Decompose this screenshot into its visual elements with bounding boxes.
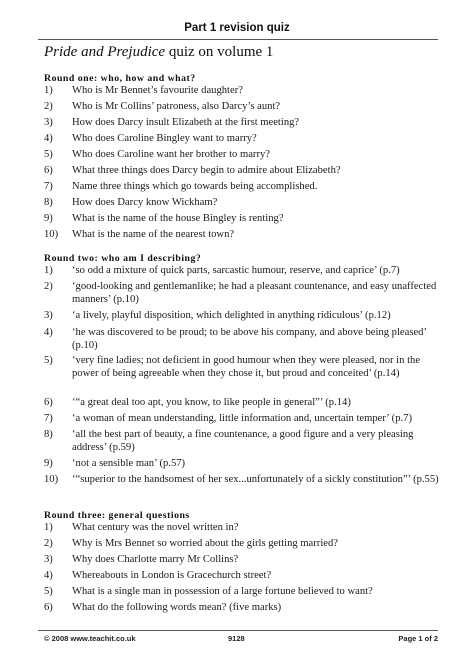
question-number: 5) [44, 149, 53, 160]
question-text: ‘very fine ladies; not deficient in good humour when they were pleased, nor in the power of being agreeable when they chose it, but proud and conceited’ (p.14) [72, 355, 421, 379]
question-item [44, 281, 444, 306]
question-item [44, 327, 444, 352]
question-number: 5) [44, 586, 53, 597]
question-item [44, 522, 444, 535]
question-text: What is a single man in possession of a large fortune believed to want? [72, 586, 373, 597]
question-item [44, 355, 444, 380]
question-number: 10) [44, 229, 59, 240]
question-number: 7) [44, 181, 53, 192]
question-item [44, 586, 444, 599]
question-text: What century was the novel written in? [72, 522, 239, 533]
question-text: ‘a woman of mean understanding, little information and, uncertain temper’ (p.7) [72, 413, 412, 424]
question-text: How does Darcy insult Elizabeth at the first meeting? [72, 117, 300, 128]
question-item [44, 458, 444, 471]
question-number: 1) [44, 265, 53, 276]
question-item [44, 181, 444, 194]
question-text: What three things does Darcy begin to admire about Elizabeth? [72, 165, 341, 176]
question-text: Name three things which go towards being accomplished. [72, 181, 318, 192]
question-item [44, 149, 444, 162]
question-number: 7) [44, 413, 53, 424]
footer-rule [38, 630, 438, 631]
question-item [44, 213, 444, 226]
question-number: 8) [44, 197, 53, 208]
question-item [44, 602, 444, 615]
question-text: Why does Charlotte marry Mr Collins? [72, 554, 239, 565]
question-text: ‘good-looking and gentlemanlike; he had a pleasant countenance, and easy unaffected manners’ (p.10) [72, 281, 437, 305]
question-number: 4) [44, 133, 53, 144]
question-number: 9) [44, 213, 53, 224]
question-item [44, 165, 444, 178]
question-text: ‘“a great deal too apt, you know, to like people in general”’ (p.14) [72, 397, 351, 408]
question-text: ‘not a sensible man’ (p.57) [72, 458, 186, 469]
question-number: 4) [44, 570, 53, 581]
question-number: 3) [44, 554, 53, 565]
question-text: Why is Mrs Bennet so worried about the girls getting married? [72, 538, 338, 549]
question-text: How does Darcy know Wickham? [72, 197, 218, 208]
question-number: 3) [44, 310, 53, 321]
question-item [44, 133, 444, 146]
question-text: ‘“superior to the handsomest of her sex...unfortunately of a sickly constitution”’ (p.55) [72, 474, 439, 485]
question-text: Who is Mr Collins’ patroness, also Darcy’s aunt? [72, 101, 281, 112]
footer-page-number: Page 1 of 2 [398, 634, 438, 643]
question-item [44, 397, 444, 410]
question-item [44, 554, 444, 567]
question-number: 2) [44, 281, 53, 292]
question-text: What do the following words mean? (five marks) [72, 602, 282, 613]
header-rule [38, 39, 438, 40]
page-header: Part 1 revision quiz [184, 22, 290, 34]
question-item [44, 570, 444, 583]
question-text: Whereabouts in London is Gracechurch street? [72, 570, 272, 581]
footer-copyright: © 2008 www.teachit.co.uk [44, 634, 136, 643]
question-number: 1) [44, 85, 53, 96]
question-item [44, 229, 444, 242]
question-number: 4) [44, 327, 53, 338]
round-three-heading: Round three: general questions [44, 510, 190, 521]
quiz-title [44, 44, 273, 61]
question-number: 10) [44, 474, 59, 485]
question-item [44, 310, 444, 323]
question-number: 9) [44, 458, 53, 469]
question-number: 2) [44, 101, 53, 112]
question-text: ‘he was discovered to be proud; to be above his company, and above being pleased’ (p.10) [72, 327, 427, 351]
question-item [44, 101, 444, 114]
quiz-title-rest: quiz on volume 1 [165, 44, 274, 60]
question-text: Who is Mr Bennet’s favourite daughter? [72, 85, 243, 96]
question-item [44, 429, 444, 454]
question-item [44, 474, 444, 487]
quiz-title-book: Pride and Prejudice [44, 44, 166, 60]
question-item [44, 197, 444, 210]
question-number: 6) [44, 397, 53, 408]
question-number: 1) [44, 522, 53, 533]
question-number: 8) [44, 429, 53, 440]
question-number: 2) [44, 538, 53, 549]
question-item [44, 117, 444, 130]
question-text: What is the name of the nearest town? [72, 229, 235, 240]
question-text: ‘all the best part of beauty, a fine countenance, a good figure and a very pleasing address’ (p.59) [72, 429, 414, 453]
question-text: Who does Caroline want her brother to marry? [72, 149, 270, 160]
question-number: 5) [44, 355, 53, 366]
question-item [44, 538, 444, 551]
footer-code: 9128 [228, 634, 245, 643]
question-number: 6) [44, 165, 53, 176]
question-text: ‘a lively, playful disposition, which delighted in anything ridiculous’ (p.12) [72, 310, 391, 321]
round-one-heading: Round one: who, how and what? [44, 73, 196, 84]
question-item [44, 413, 444, 426]
question-item [44, 85, 444, 98]
question-item [44, 265, 444, 278]
question-number: 3) [44, 117, 53, 128]
question-text: Who does Caroline Bingley want to marry? [72, 133, 257, 144]
question-text: What is the name of the house Bingley is renting? [72, 213, 284, 224]
question-number: 6) [44, 602, 53, 613]
question-text: ‘so odd a mixture of quick parts, sarcastic humour, reserve, and caprice’ (p.7) [72, 265, 400, 276]
round-two-heading: Round two: who am I describing? [44, 253, 202, 264]
